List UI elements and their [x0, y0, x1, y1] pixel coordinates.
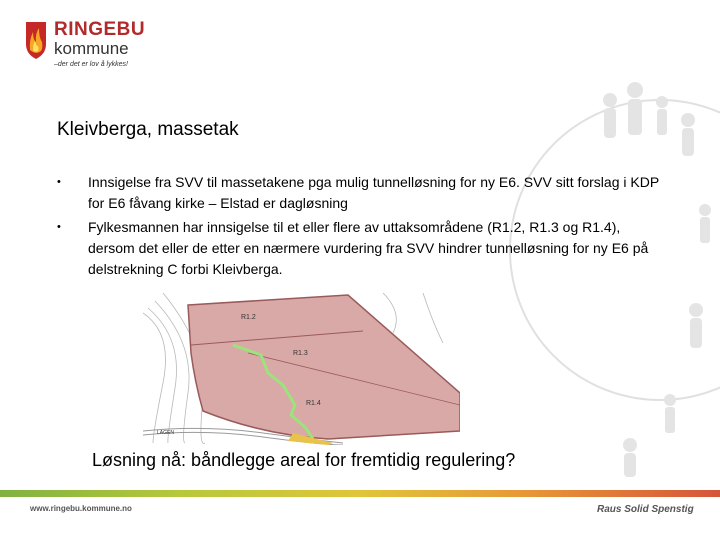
bullet-text: Fylkesmannen har innsigelse til et eller flere av uttaksområdene (R1.2, R1.3 og R1.4), dersom det eller de etter en nærmere vurdering fra SVV hindrer tunnelløsning for ny E6 på delstrekning C forbi Kleivberga.	[88, 219, 649, 277]
map-label-river: LAGEN	[157, 430, 174, 436]
slide-title: Kleivberga, massetak	[57, 119, 239, 140]
zoning-map-drawing	[143, 293, 460, 445]
bullet-symbol: •	[57, 176, 61, 188]
bullet-list	[57, 172, 667, 283]
zoning-map	[143, 293, 460, 445]
logo-slogan: –der det er lov å lykkes!	[54, 61, 128, 68]
zoning-area-shape	[188, 295, 460, 439]
map-label-r1-3: R1.3	[293, 350, 308, 357]
bullet-item	[57, 217, 667, 280]
logo-name: RINGEBU	[54, 19, 146, 40]
bullet-symbol: •	[57, 221, 61, 233]
footer-website: www.ringebu.kommune.no	[30, 504, 132, 513]
bullet-item	[57, 172, 667, 214]
footer-color-bar	[0, 490, 720, 497]
flame-shield-icon	[24, 20, 48, 60]
map-label-r1-2: R1.2	[241, 314, 256, 321]
solution-statement: Løsning nå: båndlegge areal for fremtidig regulering?	[92, 450, 516, 470]
ringebu-logo	[22, 20, 162, 74]
footer-slogan: Raus Solid Spenstig	[597, 504, 694, 515]
logo-subtitle: kommune	[54, 39, 129, 58]
bullet-text: Innsigelse fra SVV til massetakene pga mulig tunnelløsning for ny E6. SVV sitt forslag i KDP for E6 fåvang kirke – Elstad er dagløsning	[88, 174, 659, 211]
map-label-r1-4: R1.4	[306, 400, 321, 407]
